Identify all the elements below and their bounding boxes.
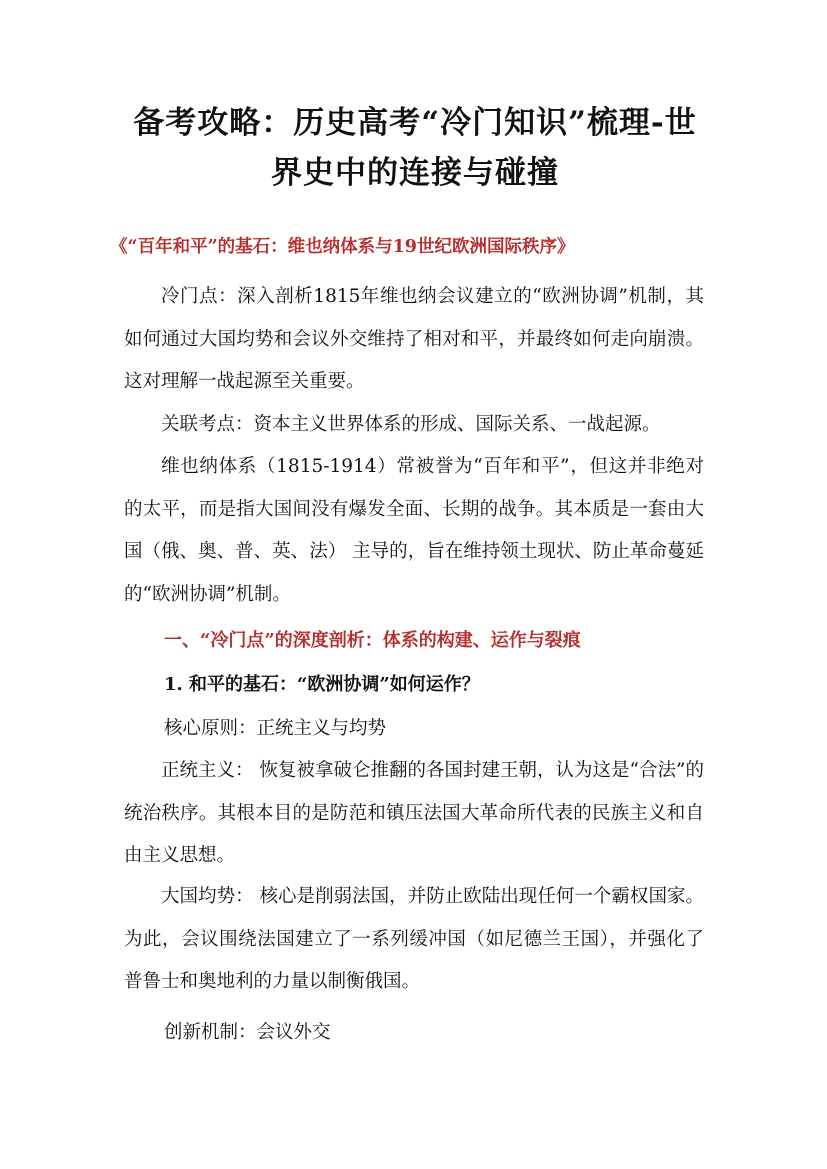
part1-heading: 一、“冷门点”的深度剖析：体系的构建、运作与裂痕 xyxy=(164,630,581,651)
title-line-2: 界史中的连接与碰撞 xyxy=(271,155,559,191)
innovation-mechanism-line: 创新机制：会议外交 xyxy=(164,1022,331,1043)
related-points-paragraph: 关联考点：资本主义世界体系的形成、国际关系、一战起源。 xyxy=(161,414,661,435)
core-principle-line: 核心原则：正统主义与均势 xyxy=(164,718,387,739)
body-paragraph: 维也纳体系（1815-1914）常被誉为“百年和平”，但这并非绝对的太平，而是指大国间没有爆发全面、长期的战争。其本质是一套由大国（俄、奥、普、英、法） 主导的，旨在维持领土现状、防止革命蔓延的“欧洲协调”机制。 xyxy=(124,456,704,605)
title-line-1: 备考攻略：历史高考“冷门知识”梳理-世 xyxy=(133,105,697,141)
balance-paragraph: 大国均势： 核心是削弱法国，并防止欧陆出现任何一个霸权国家。为此，会议围绕法国建立了一系列缓冲国（如尼德兰王国），并强化了普鲁士和奥地利的力量以制衡俄国。 xyxy=(124,886,704,992)
subheading-1: 1. 和平的基石：“欧洲协调”如何运作？ xyxy=(164,674,480,695)
intro-paragraph: 冷门点：深入剖析1815年维也纳会议建立的“欧洲协调”机制，其如何通过大国均势和会议外交维持了相对和平，并最终如何走向崩溃。这对理解一战起源至关重要。 xyxy=(124,286,704,392)
legitimism-paragraph: 正统主义： 恢复被拿破仑推翻的各国封建王朝，认为这是“合法”的统治秩序。其根本目的是防范和镇压法国大革命所代表的民族主义和自由主义思想。 xyxy=(124,760,704,866)
document-title xyxy=(120,98,710,198)
section-title: 《“百年和平”的基石：维也纳体系与19世纪欧洲国际秩序》 xyxy=(110,237,575,257)
